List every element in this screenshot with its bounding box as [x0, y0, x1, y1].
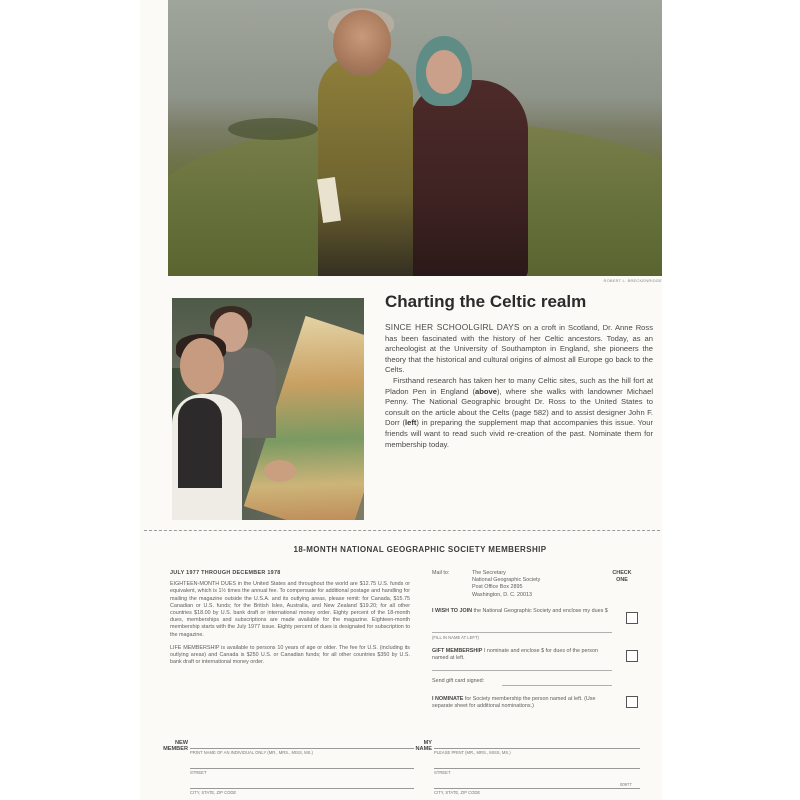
new-member-street-hint: STREET	[190, 770, 207, 775]
gift-amount-line[interactable]	[432, 670, 612, 671]
article-paragraph-1: on a croft in Scotland, Dr. Anne Ross has been fascinated with the history of her Celtic ancestors. Today, as an archeologist at the University of Southampton in England, she pioneers the theory that the historical and cultural origins of almost all Europe go back to the Celts.	[385, 323, 653, 375]
option-join-label: I WISH TO JOIN	[432, 608, 473, 614]
my-name-hint: PLEASE PRINT (MR., MRS., MISS, MS.)	[434, 750, 511, 755]
my-name-label: MY NAME	[415, 740, 432, 752]
article-lead: SINCE HER SCHOOLGIRL DAYS	[385, 322, 520, 332]
new-member-city-hint: CITY, STATE, ZIP CODE	[190, 790, 237, 795]
option-gift-label: GIFT MEMBERSHIP	[432, 648, 483, 654]
article-paragraph-2c: ) in preparing the supplement map that accompanies this issue. Your friends will want to read such vivid re-creation of the past. Nominate them for membership today.	[385, 418, 653, 449]
ref-left: left	[405, 418, 417, 428]
article-body	[385, 322, 653, 450]
checkbox-gift[interactable]	[626, 650, 638, 662]
cut-line	[144, 530, 660, 531]
my-city-hint: CITY, STATE, ZIP CODE	[434, 790, 481, 795]
article-paragraph-2a: Firsthand research has taken her to many Celtic sites, such as the hill fort at Pladon Pen in England (	[385, 375, 653, 396]
option-nominate-label: I NOMINATE	[432, 696, 464, 702]
my-name-line[interactable]	[434, 748, 640, 749]
gift-card-line[interactable]	[502, 685, 612, 686]
mail-to-label: Mail to:	[432, 570, 450, 576]
mail-address: The Secretary National Geographic Society Post Office Box 2895 Washington, D. C. 20013	[472, 570, 541, 598]
new-member-label: NEW MEMBER	[163, 740, 188, 752]
option-gift	[432, 648, 612, 662]
new-member-name-hint: PRINT NAME OF AN INDIVIDUAL ONLY (MR., MRS., MISS, MS.)	[190, 750, 313, 755]
gift-card-label: Send gift card signed:	[432, 678, 485, 684]
membership-period: JULY 1977 THROUGH DECEMBER 1978	[170, 570, 281, 576]
check-one-label: CHECK ONE	[612, 570, 632, 584]
article-paragraph-2b: ), where she walks with landowner Michael Penny. The National Geographic brought Dr. Ross to the United States to consult on the article about the Celts (page 582) and to assist designer John F. Dorr (	[385, 386, 654, 428]
checkbox-nominate[interactable]	[626, 696, 638, 708]
checkbox-join[interactable]	[626, 612, 638, 624]
photo-credit: ROBERT L. BRECKENRIDGE	[603, 278, 662, 283]
form-title: 18-MONTH NATIONAL GEOGRAPHIC SOCIETY MEMBERSHIP	[293, 545, 547, 554]
dues-text: EIGHTEEN-MONTH DUES in the United States and throughout the world are $12.75 U.S. funds or equivalent, which is 1½ times the annual fee. To compensate for additional postage and handling for mailing the magazine outside the U.S.A. and its outlying areas, please remit: for Canada, $15.75 Canadian or U.S. funds; for the British Isles, Australia, and New Zealand $19.20; for all other countries $18.00 by U.S. bank draft or international money order. Eighty percent of the 18-month dues, memberships and subscriptions are made available for the magazine. Eighteen-month membership starts with the July 1977 issue. Eighty percent of dues is designated for subscription to the magazine.	[170, 581, 410, 638]
ref-above: above	[475, 386, 497, 396]
magazine-page	[140, 0, 662, 800]
fill-in-hint: (FILL IN NAME AT LEFT)	[432, 635, 479, 640]
photo-hillside-couple	[168, 0, 662, 276]
my-street-line[interactable]	[434, 768, 640, 769]
photo-map-designer	[172, 298, 364, 520]
my-city-line[interactable]	[434, 788, 640, 789]
option-gift-text: I nominate and enclose $ for dues of the person named at left.	[432, 648, 599, 662]
option-join-text: the National Geographic Society and enclose my dues $	[472, 608, 608, 614]
article-headline: Charting the Celtic realm	[385, 292, 587, 311]
option-nominate-text: for Society membership the person named at left. (Use separate sheet for additional nominations.)	[432, 696, 596, 710]
new-member-city-line[interactable]	[190, 788, 414, 789]
my-street-hint: STREET	[434, 770, 451, 775]
option-nominate	[432, 696, 612, 710]
life-membership-text: LIFE MEMBERSHIP is available to persons 10 years of age or older. The fee for U.S. (including its outlying areas) and Canada is $250 U.S. or Canadian funds; for all other countries $350 by U.S. bank draft or international money order.	[170, 644, 410, 666]
form-code: 00977	[620, 782, 632, 787]
option-join	[432, 608, 612, 615]
dues-info	[170, 570, 410, 672]
new-member-street-line[interactable]	[190, 768, 414, 769]
new-member-name-line[interactable]	[190, 748, 414, 749]
join-amount-line[interactable]	[432, 632, 612, 633]
